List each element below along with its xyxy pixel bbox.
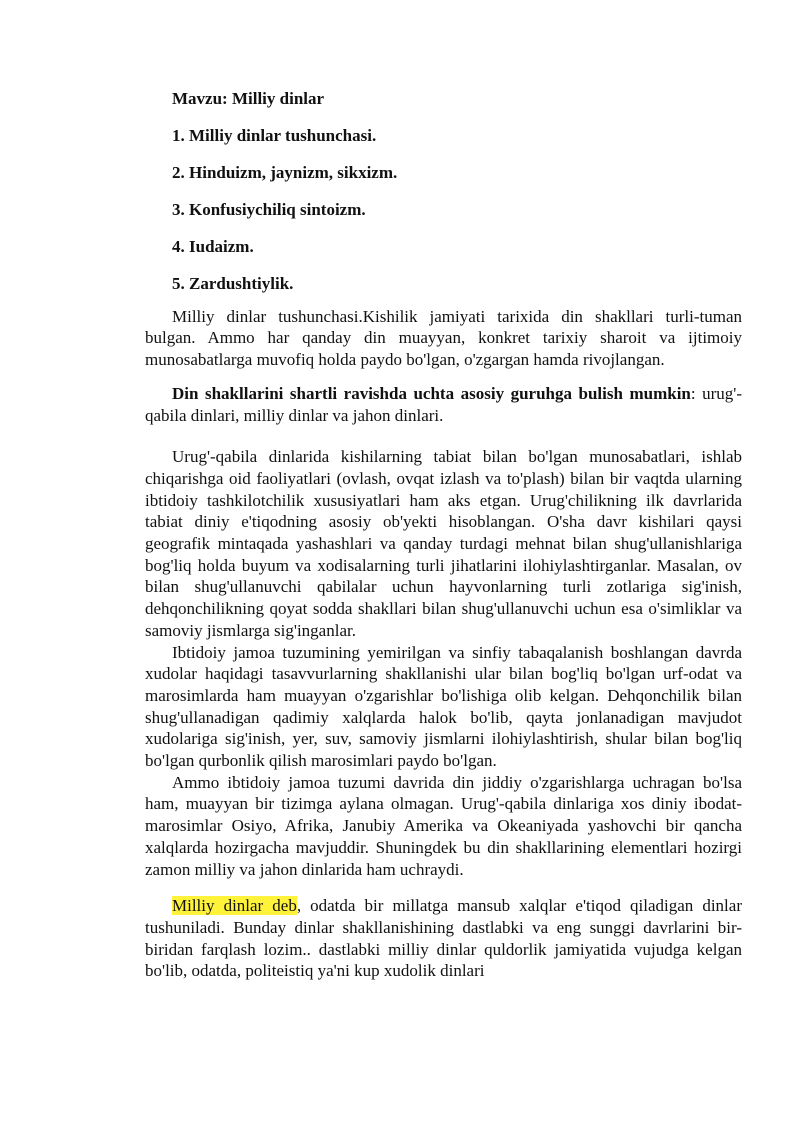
national-paragraph xyxy=(145,895,742,982)
division-rest-text: : urug'-qabila dinlari, milliy dinlar va jahon dinlari. xyxy=(145,383,743,425)
document-page xyxy=(145,88,742,982)
intro-paragraph: Milliy dinlar tushunchasi.Kishilik jamiyati tarixida din shakllari turli-tuman bulgan. Ammo har qanday din muayyan, konkret tarixiy sharoit va ijtimoiy munosabatlarga muvofiq holda paydo bo'lgan, o'zgargan hamda rivojlangan. xyxy=(145,306,742,370)
outline-item-3: 3. Konfusiychiliq sintoizm. xyxy=(172,200,366,219)
change-paragraph: Ammo ibtidoiy jamoa tuzumi davrida din jiddiy o'zgarishlarga uchragan bo'lsa ham, muayyan bir tizimga aylana olmagan. Urug'-qabila dinlariga xos diniy ibodat-marosimlar Osiyo, Afrika, Janubiy Amerika va Okeaniyada yashovchi bir qancha xalqlarda hozirgacha mavjuddir. Shuningdek bu din shakllarining elementlari hozirgi zamon milliy va jahon dinlarida ham uchraydi. xyxy=(145,772,742,879)
division-paragraph xyxy=(145,383,742,426)
outline-item-4: 4. Iudaizm. xyxy=(172,237,254,256)
topic-heading: Mavzu: Milliy dinlar xyxy=(172,89,325,108)
outline-item-2: 2. Hinduizm, jaynizm, sikxizm. xyxy=(172,163,398,182)
outline-item-1: 1. Milliy dinlar tushunchasi. xyxy=(172,126,377,145)
division-bold-text: Din shakllarini shartli ravishda uchta asosiy guruhga bulish mumkin xyxy=(172,383,691,403)
decline-paragraph: Ibtidoiy jamoa tuzumining yemirilgan va sinfiy tabaqalanish boshlangan davrda xudolar haqidagi tasavvurlarning shakllanishi ular bilan bog'liq bo'lgan urf-odat va marosimlarda ham muayyan o'zgarishlar bo'lishiga olib kelgan. Dehqonchilik bilan shug'ullanadigan qadimiy xalqlarda halok bo'lib, qayta jonlanadigan mavjudot xudolariga sig'inish, yer, suv, samoviy jismlarni ilohiylashtirish, shular bilan bog'liq bo'lgan qurbonlik qilish marosimlari paydo bo'lgan. xyxy=(145,642,742,771)
highlighted-term: Milliy dinlar deb xyxy=(172,896,297,916)
national-rest-text: , odatda bir millatga mansub xalqlar e'tiqod qiladigan dinlar tushuniladi. Bunday dinlar shakllanishining dastlabki va eng sunggi davrlarini bir-biridan farqlash lozim.. dastlabki milliy dinlar quldorlik jamiyatida vujudga kelgan bo'lib, odatda, politeistiq ya'ni kup xudolik dinlari xyxy=(145,896,742,981)
tribal-paragraph: Urug'-qabila dinlarida kishilarning tabiat bilan bo'lgan munosabatlari, ishlab chiqarishga oid faoliyatlari (ovlash, ovqat izlash va to'plash) bilan bir vaqtda ularning ibtidoiy tashkilotchilik xususiyatlari ham aks etgan. Urug'chilikning ilk davrlarida tabiat diniy e'tiqodning asosiy ob'yekti hisoblangan. O'sha davr kishilari qaysi geografik mintaqada yashashlari va qanday turdagi mehnat bilan shug'ullanishlariga bog'liq holda buyum va xodisalarning turli jihatlarini ilohiylashtirganlar. Masalan, ov bilan shug'ullanuvchi qabilalar uchun hayvonlarning turli zotlariga sig'inish, dehqonchilikning qoyat sodda shakllari bilan shug'ullanuvchi uchun esa o'simliklar va samoviy jismlarga sig'inganlar. xyxy=(145,447,742,640)
outline-item-5: 5. Zardushtiylik. xyxy=(172,274,294,293)
